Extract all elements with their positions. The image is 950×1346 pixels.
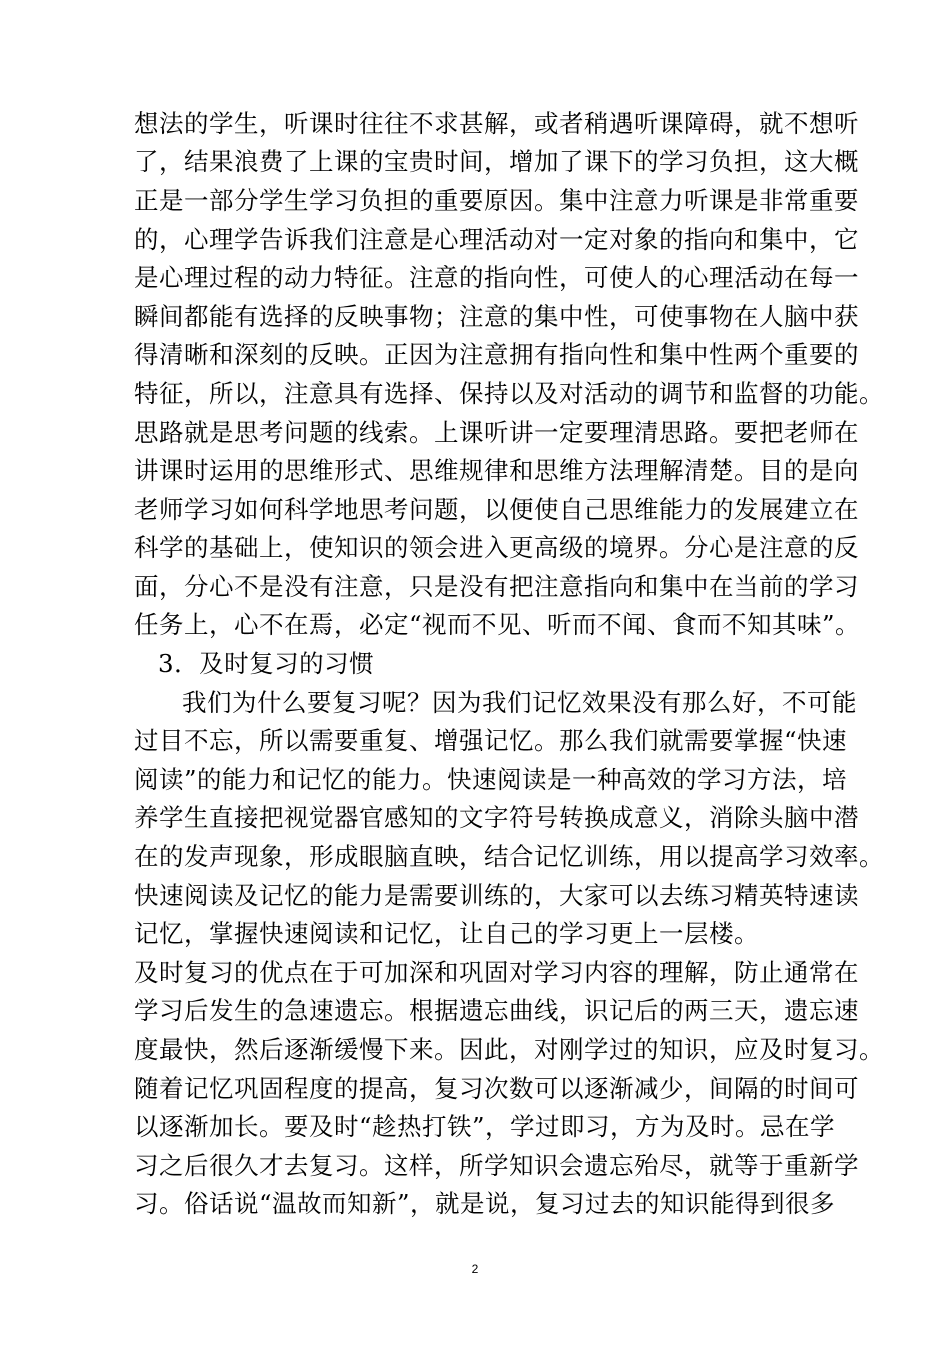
text-line: 老师学习如何科学地思考问题，以便使自己思维能力的发展建立在	[134, 495, 859, 524]
text-line: 是心理过程的动力特征。注意的指向性，可使人的心理活动在每一	[134, 263, 859, 292]
page-number: 2	[471, 1262, 479, 1276]
text-line: 习。俗话说“温故而知新”，就是说，复习过去的知识能得到很多	[134, 1189, 836, 1218]
text-line: 的，心理学告诉我们注意是心理活动对一定对象的指向和集中，它	[134, 225, 859, 254]
text-line: 习之后很久才去复习。这样，所学知识会遗忘殆尽，就等于重新学	[134, 1151, 859, 1180]
text-line: 随着记忆巩固程度的提高，复习次数可以逐渐减少，间隔的时间可	[134, 1074, 859, 1103]
text-line: 快速阅读及记忆的能力是需要训练的，大家可以去练习精英特速读	[134, 881, 859, 910]
text-line: 学习后发生的急速遗忘。根据遗忘曲线，识记后的两三天，遗忘速	[134, 996, 859, 1025]
text-line: 得清晰和深刻的反映。正因为注意拥有指向性和集中性两个重要的	[134, 340, 859, 369]
paragraph-first-line: 我们为什么要复习呢？因为我们记忆效果没有那么好，不可能	[182, 688, 857, 717]
text-line: 阅读”的能力和记忆的能力。快速阅读是一种高效的学习方法，培	[134, 765, 848, 794]
text-line: 想法的学生，听课时往往不求甚解，或者稍遇听课障碍，就不想听	[134, 109, 859, 138]
text-line: 讲课时运用的思维形式、思维规律和思维方法理解清楚。目的是向	[134, 456, 859, 485]
text-line: 思路就是思考问题的线索。上课听讲一定要理清思路。要把老师在	[134, 418, 859, 447]
text-line: 度最快，然后逐渐缓慢下来。因此，对刚学过的知识，应及时复习。	[134, 1035, 884, 1064]
text-line: 在的发声现象，形成眼脑直映，结合记忆训练，用以提高学习效率。	[134, 842, 884, 871]
text-line: 养学生直接把视觉器官感知的文字符号转换成意义，消除头脑中潜	[134, 803, 859, 832]
text-line: 特征，所以，注意具有选择、保持以及对活动的调节和监督的功能。	[134, 379, 884, 408]
text-line: 了，结果浪费了上课的宝贵时间，增加了课下的学习负担，这大概	[134, 147, 859, 176]
text-line: 科学的基础上，使知识的领会进入更高级的境界。分心是注意的反	[134, 533, 859, 562]
text-line: 瞬间都能有选择的反映事物；注意的集中性，可使事物在人脑中获	[134, 302, 859, 331]
text-line: 正是一部分学生学习负担的重要原因。集中注意力听课是非常重要	[134, 186, 859, 215]
text-line: 过目不忘，所以需要重复、增强记忆。那么我们就需要掌握“快速	[134, 726, 848, 755]
section-heading: 3．及时复习的习惯	[158, 649, 375, 678]
text-line: 及时复习的优点在于可加深和巩固对学习内容的理解，防止通常在	[134, 958, 859, 987]
text-line: 记忆，掌握快速阅读和记忆，让自己的学习更上一层楼。	[134, 919, 759, 948]
text-line: 以逐渐加长。要及时“趁热打铁”，学过即习，方为及时。忌在学	[134, 1112, 836, 1141]
text-line: 面，分心不是没有注意，只是没有把注意指向和集中在当前的学习	[134, 572, 859, 601]
text-line: 任务上，心不在焉，必定“视而不见、听而不闻、食而不知其味”。	[134, 610, 861, 639]
